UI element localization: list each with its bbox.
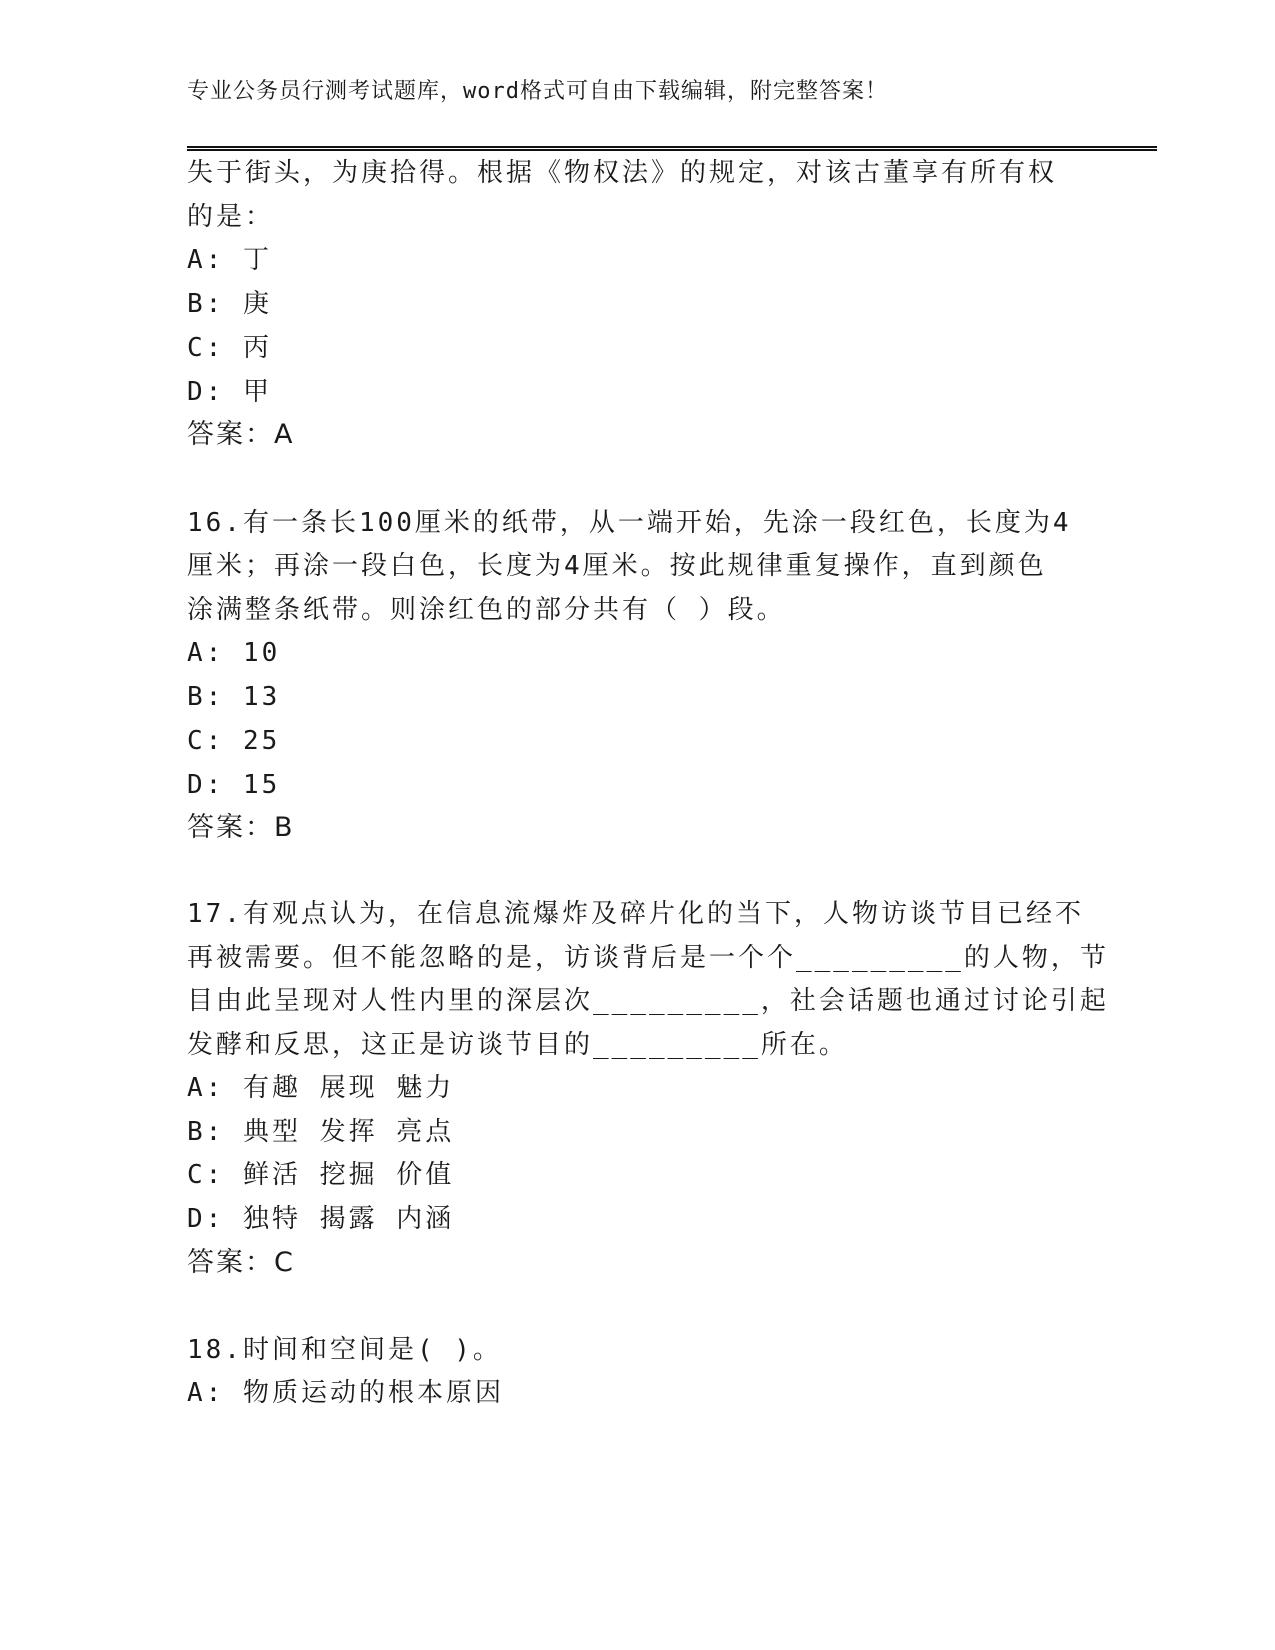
q15-stem-line-1: 失于街头，为庚拾得。根据《物权法》的规定，对该古董享有所有权	[187, 158, 1058, 188]
q17-stem-line-3: 目由此呈现对人性内里的深层次_________，社会话题也通过讨论引起	[187, 986, 1109, 1016]
q17-option-c: C: 鲜活 挖掘 价值	[187, 1160, 455, 1190]
q17-option-b: B: 典型 发挥 亮点	[187, 1117, 455, 1147]
q17-option-a: A: 有趣 展现 魅力	[187, 1073, 455, 1103]
q17-stem-line-1: 17.有观点认为，在信息流爆炸及碎片化的当下，人物访谈节目已经不	[187, 899, 1084, 929]
q16-option-c: C: 25	[187, 726, 281, 756]
q16-option-a: A: 10	[187, 638, 281, 668]
q16-answer: 答案：B	[187, 812, 295, 843]
page-header: 专业公务员行测考试题库，word格式可自由下载编辑，附完整答案！	[187, 79, 888, 104]
q15-option-d: D: 甲	[187, 377, 272, 407]
q15-option-a: A: 丁	[187, 245, 272, 275]
q16-stem-line-3: 涂满整条纸带。则涂红色的部分共有（ ）段。	[187, 595, 786, 625]
q15-stem-line-2: 的是：	[187, 202, 275, 232]
q17-stem-line-4: 发酵和反思，这正是访谈节目的_________所在。	[187, 1030, 848, 1060]
q15-option-b: B: 庚	[187, 289, 272, 319]
q16-stem-line-1: 16.有一条长100厘米的纸带，从一端开始，先涂一段红色，长度为4	[187, 508, 1072, 538]
q17-answer: 答案：C	[187, 1247, 295, 1278]
q16-stem-line-2: 厘米；再涂一段白色，长度为4厘米。按此规律重复操作，直到颜色	[187, 551, 1047, 581]
q15-answer: 答案：A	[187, 419, 295, 450]
q16-option-b: B: 13	[187, 682, 281, 712]
q16-option-d: D: 15	[187, 770, 281, 800]
q17-stem-line-2: 再被需要。但不能忽略的是，访谈背后是一个个_________的人物，节	[187, 943, 1109, 973]
q18-stem-line-1: 18.时间和空间是( )。	[187, 1335, 502, 1365]
header-rule	[187, 146, 1157, 151]
q18-option-a: A: 物质运动的根本原因	[187, 1378, 504, 1408]
q17-option-d: D: 独特 揭露 内涵	[187, 1204, 455, 1234]
q15-option-c: C: 丙	[187, 333, 272, 363]
